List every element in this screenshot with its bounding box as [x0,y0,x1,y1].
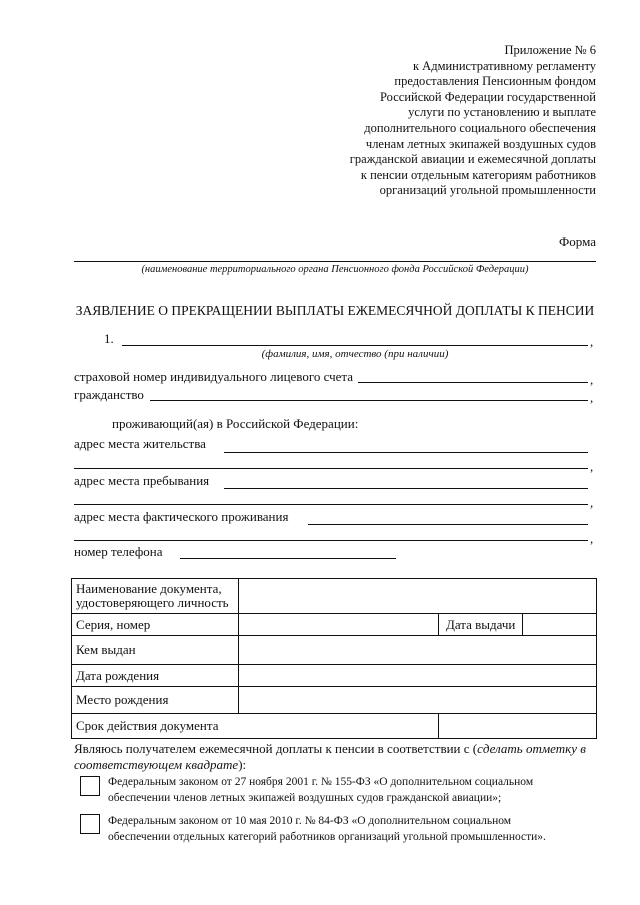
page-title: ЗАЯВЛЕНИЕ О ПРЕКРАЩЕНИИ ВЫПЛАТЫ ЕЖЕМЕСЯЧНОЙ ДОПЛАТЫ К ПЕНСИИ [75,303,595,318]
fio-field[interactable] [122,345,588,346]
citizenship-field[interactable] [150,400,588,401]
comma: , [590,495,594,510]
stay-field-line2[interactable] [74,504,588,505]
comma: , [590,390,594,405]
appendix-line: к Административному регламенту [412,58,596,73]
phone-label: номер телефона [74,544,163,559]
law-84-checkbox[interactable] [80,814,100,834]
snils-field[interactable] [358,382,588,383]
appendix-line: услуги по установлению и выплате [408,105,596,120]
recipient-statement-line2 [74,757,246,772]
comma: , [590,372,594,387]
recipient-hint: соответствующем квадрате [74,757,239,772]
issue-date-label: Дата выдачи [439,614,523,636]
law-84-text [108,813,546,845]
doc-name-label [72,579,239,614]
birth-place-cell[interactable] [238,687,596,714]
law-155-checkbox[interactable] [80,776,100,796]
phone-field[interactable] [180,558,396,559]
residence-label: адрес места жительства [74,436,206,451]
actual-address-field[interactable] [308,524,588,525]
appendix-header [296,43,596,199]
table-row [72,714,597,739]
snils-label: страховой номер индивидуального лицевого счета [74,369,354,384]
residence-field-line2[interactable] [74,468,588,469]
identity-document-table [71,578,597,739]
issued-by-label: Кем выдан [72,636,239,665]
org-caption: (наименование территориального органа Пенсионного фонда Российской Федерации) [141,264,529,275]
actual-address-label: адрес места фактического проживания [74,509,289,524]
recipient-hint: сделать отметку в [477,741,586,756]
appendix-line: Приложение № 6 [504,43,596,57]
citizenship-label: гражданство [74,387,144,402]
recipient-statement [74,741,586,756]
law-155-text [108,774,533,806]
appendix-line: дополнительного социального обеспечения [364,120,596,135]
law-line: обеспечении членов летных экипажей воздушных судов гражданской авиации»; [108,792,502,804]
doc-name-line: удостоверяющего личность [76,595,229,610]
appendix-line: Российской Федерации государственной [380,89,596,104]
law-line: Федеральным законом от 27 ноября 2001 г. № 155-ФЗ «О дополнительном социальном [108,776,534,788]
comma: , [590,531,594,546]
birth-date-label: Дата рождения [72,665,239,687]
residence-field[interactable] [224,452,588,453]
series-number-cell[interactable] [238,614,438,636]
appendix-line: организаций угольной промышленности [379,183,596,198]
birth-date-cell[interactable] [238,665,596,687]
recipient-text: Являюсь получателем ежемесячной доплаты к пенсии в соответствии с ( [74,741,478,756]
stay-label: адрес места пребывания [74,473,210,488]
recipient-text: ): [238,757,247,772]
appendix-line: предоставления Пенсионным фондом [394,74,596,89]
stay-field[interactable] [224,488,588,489]
table-row [72,614,597,636]
issue-date-cell[interactable] [523,614,597,636]
validity-label: Срок действия документа [72,714,439,739]
item-number: 1. [104,331,114,346]
law-line: Федеральным законом от 10 мая 2010 г. № 84-ФЗ «О дополнительном социальном [108,815,512,827]
appendix-line: к пенсии отдельным категориям работников [360,167,596,182]
series-number-label: Серия, номер [72,614,239,636]
table-row [72,687,597,714]
table-row [72,579,597,614]
birth-place-label: Место рождения [72,687,239,714]
actual-address-field-line2[interactable] [74,540,588,541]
table-row [72,665,597,687]
validity-cell[interactable] [439,714,597,739]
org-name-field[interactable] [74,261,596,262]
form-label: Форма [559,234,596,249]
comma: , [590,334,594,349]
fio-caption: (фамилия, имя, отчество (при наличии) [261,348,449,360]
table-row [72,636,597,665]
residing-label: проживающий(ая) в Российской Федерации: [112,416,359,431]
appendix-line: членам летных экипажей воздушных судов [365,136,596,151]
appendix-line: гражданской авиации и ежемесячной доплаты [349,152,596,167]
doc-name-line: Наименование документа, [76,581,222,596]
doc-name-cell[interactable] [238,579,596,614]
issued-by-cell[interactable] [238,636,596,665]
law-line: обеспечении отдельных категорий работников организаций угольной промышленности». [108,831,546,843]
comma: , [590,459,594,474]
